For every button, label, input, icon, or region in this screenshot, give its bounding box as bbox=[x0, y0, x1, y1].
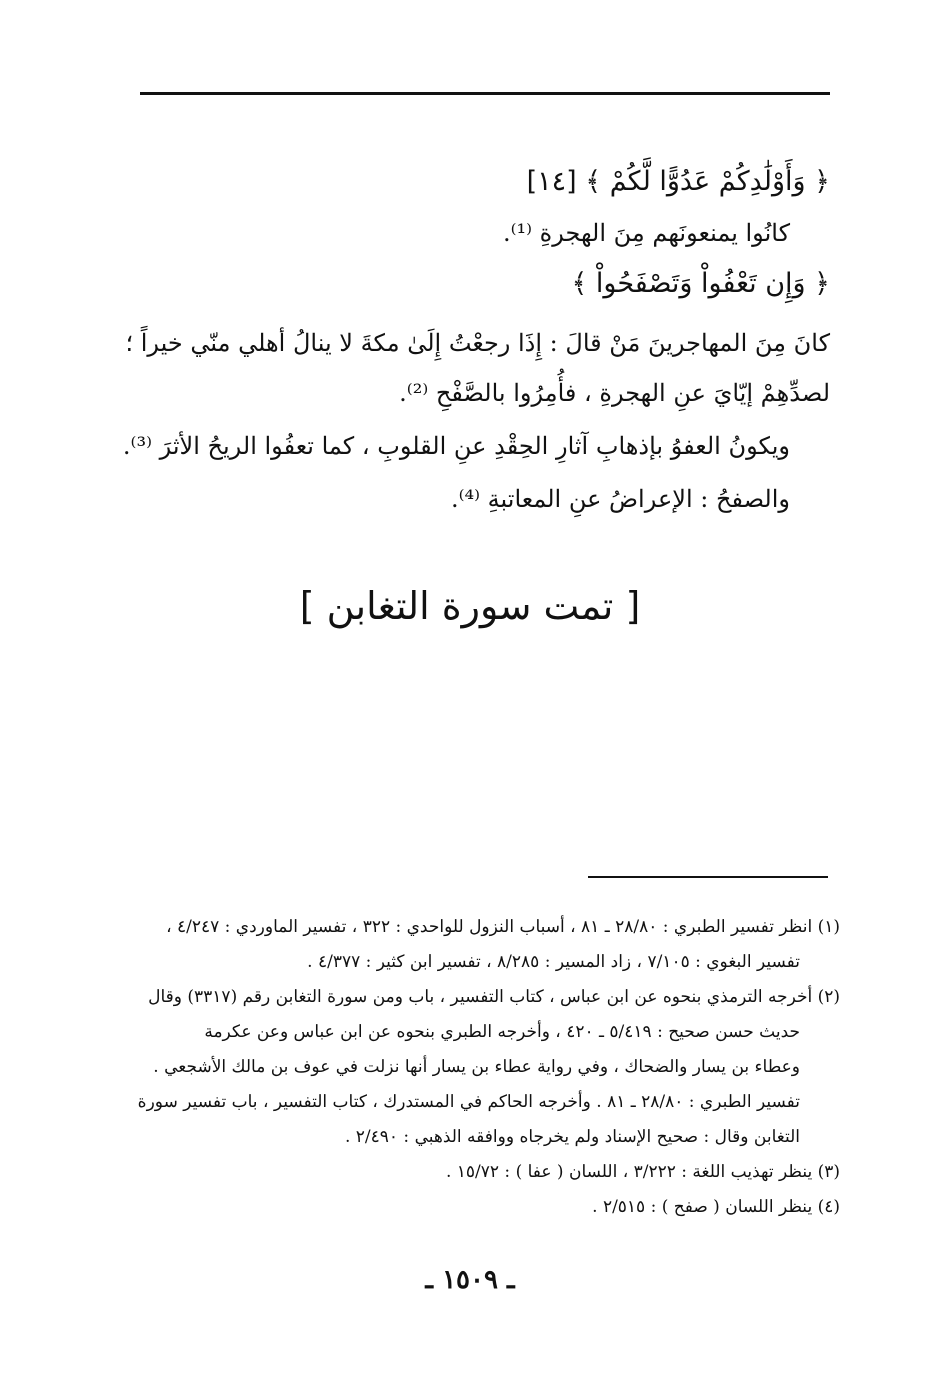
paragraph-3: والصفحُ : الإعراضُ عنِ المعاتبةِ ⁽⁴⁾. bbox=[450, 485, 790, 513]
page-number: ـ ١٥٠٩ ـ bbox=[425, 1265, 515, 1295]
footnote-line: (١) انظر تفسير الطبري : ٢٨/٨٠ ـ ٨١ ، أسباب النزول للواحدي : ٣٢٢ ، تفسير الماوردي : ٤/٢٤٧ ، bbox=[166, 917, 840, 937]
footnote-line: حديث حسن صحيح : ٥/٤١٩ ـ ٤٢٠ ، وأخرجه الطبري بنحوه عن ابن عباس وعن عكرمة bbox=[204, 1022, 800, 1042]
verse-14-commentary: كانُوا يمنعونَهم مِنَ الهجرةِ ⁽¹⁾. bbox=[502, 219, 790, 247]
verse-14-second-part: ﴿ وَإِن تَعْفُواْ وَتَصْفَحُواْ ﴾ bbox=[571, 268, 830, 299]
footnote-line: (٣) ينظر تهذيب اللغة : ٣/٢٢٢ ، اللسان ( عفا ) : ١٥/٧٢ . bbox=[445, 1162, 840, 1182]
footnote-line: تفسير البغوي : ٧/١٠٥ ، زاد المسير : ٨/٢٨٥ ، تفسير ابن كثير : ٤/٣٧٧ . bbox=[307, 952, 800, 972]
footnote-line: (٢) أخرجه الترمذي بنحوه عن ابن عباس ، كتاب التفسير ، باب ومن سورة التغابن رقم (٣٣١٧) وقال bbox=[148, 987, 840, 1007]
verse-14: ﴿ وَأَوْلَٰدِكُمْ عَدُوًّا لَّكُمْ ﴾ [١٤] bbox=[526, 166, 830, 197]
surah-closing-title: [ تمت سورة التغابن ] bbox=[299, 584, 641, 628]
header-rule bbox=[140, 92, 830, 95]
paragraph-2: ويكونُ العفوُ بإذهابِ آثارِ الحِقْدِ عنِ القلوبِ ، كما تعفُوا الريحُ الأثرَ ⁽³⁾. bbox=[122, 432, 790, 460]
footnote-line: وعطاء بن يسار والضحاك ، وفي رواية عطاء بن يسار أنها نزلت في عوف بن مالك الأشجعي . bbox=[153, 1057, 800, 1077]
footnote-line: تفسير الطبري : ٢٨/٨٠ ـ ٨١ . وأخرجه الحاكم في المستدرك ، كتاب التفسير ، باب تفسير سورة bbox=[137, 1092, 800, 1112]
paragraph-1-line-1: كانَ مِنَ المهاجرينَ مَنْ قالَ : إِذَا رجعْتُ إِلَىٰ مكةَ لا ينالُ أهلي منّي خيراً ؛ bbox=[125, 329, 830, 357]
paragraph-1-line-2: لصدِّهِمْ إيّايَ عنِ الهجرةِ ، فأُمِرُوا بالصَّفْحِ ⁽²⁾. bbox=[399, 379, 830, 407]
footnote-line: التغابن وقال : صحيح الإسناد ولم يخرجاه ووافقه الذهبي : ٢/٤٩٠ . bbox=[344, 1127, 800, 1147]
footnote-line: (٤) ينظر اللسان ( صفح ) : ٢/٥١٥ . bbox=[592, 1197, 840, 1217]
footnote-rule bbox=[588, 876, 828, 878]
